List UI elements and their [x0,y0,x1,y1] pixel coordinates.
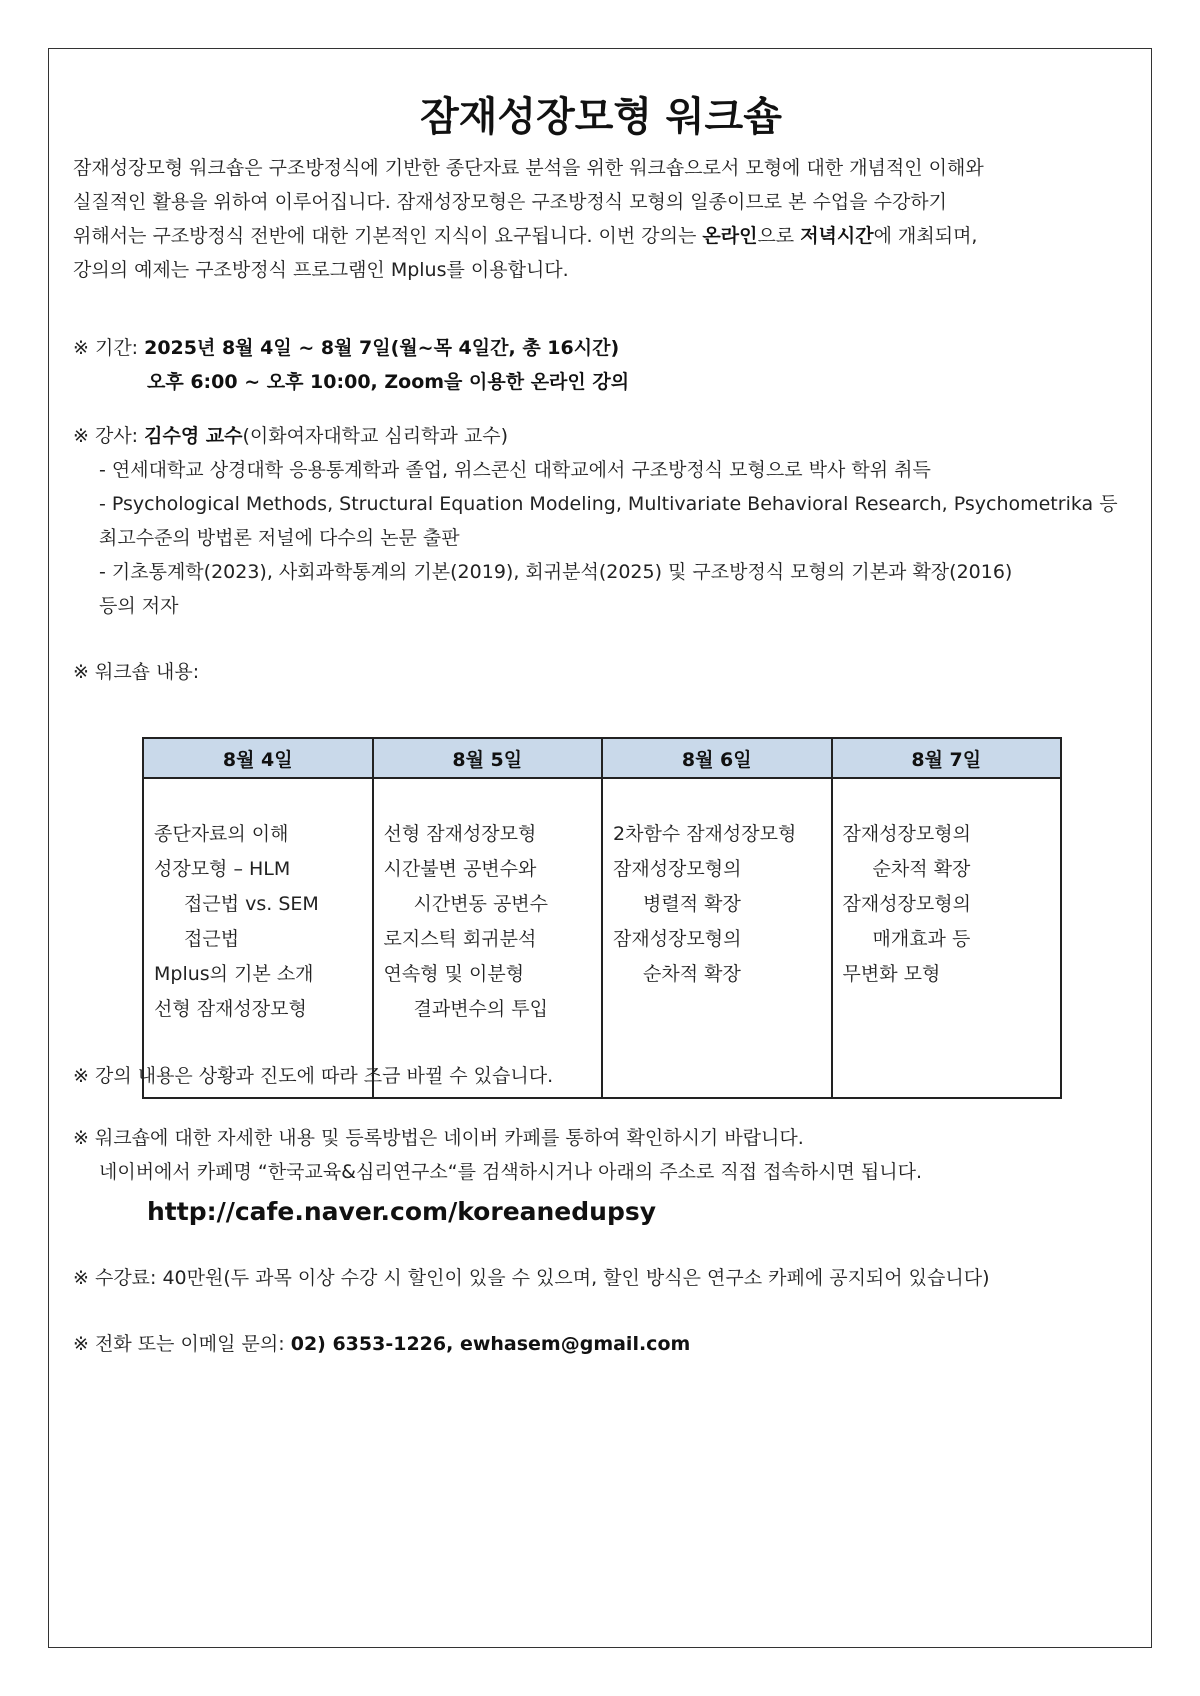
schedule-day-header: 8월 4일 [143,738,373,778]
schedule-topic: 시간불변 공변수와 [383,858,537,880]
instructor-name: 김수영 교수 [144,425,243,447]
schedule-topic: 매개효과 등 [872,928,971,950]
instructor-detail: - 기초통계학(2023), 사회과학통계의 기본(2019), 회귀분석(2025) 및 구조방정식 모형의 기본과 확장(2016) [99,561,1013,583]
schedule-topic: 순차적 확장 [643,963,741,985]
schedule-topic: 잠재성장모형의 [842,823,971,845]
period-label: ※ 기간: [73,337,145,359]
registration-line: 네이버에서 카페명 “한국교육&심리연구소“를 검색하시거나 아래의 주소로 직접 접속하시면 됩니다. [99,1161,923,1183]
fee-text: ※ 수강료: 40만원(두 과목 이상 수강 시 할인이 있을 수 있으며, 할인 방식은 연구소 카페에 공지되어 있습니다) [73,1267,990,1289]
schedule-topic: 성장모형 – HLM [154,858,291,880]
instructor-line [73,419,508,453]
intro-line: 위해서는 구조방정식 전반에 대한 기본적인 지식이 요구됩니다. 이번 강의는 온라인으로 저녁시간에 개최되며, [73,225,978,247]
instructor-detail: 등의 저자 [99,595,179,617]
schedule-topic: 2차함수 잠재성장모형 [613,823,797,845]
instructor-details [99,453,1118,623]
period-dates: 2025년 8월 4일 ~ 8월 7일(월~목 4일간, 총 16시간) [144,337,620,359]
instructor-detail: - Psychological Methods, Structural Equation Modeling, Multivariate Behavioral Research, Psychometrika 등 [99,493,1118,515]
schedule-topic: 연속형 및 이분형 [383,963,525,985]
schedule-header-row [143,738,1061,778]
cafe-url-link[interactable]: http://cafe.naver.com/koreanedupsy [147,1197,657,1226]
online-emphasis: 온라인 [702,225,758,247]
schedule-topic: 잠재성장모형의 [613,858,742,880]
content-label: ※ 워크숍 내용: [73,661,200,683]
contact-line [73,1327,690,1361]
schedule-topic: 잠재성장모형의 [613,928,742,950]
schedule-topic: Mplus의 기본 소개 [154,963,314,985]
intro-line: 잠재성장모형 워크숍은 구조방정식에 기반한 종단자료 분석을 위한 워크숍으로서 모형에 대한 개념적인 이해와 [73,157,984,179]
schedule-day-header: 8월 5일 [373,738,603,778]
contact-info: 02) 6353-1226, ewhasem@gmail.com [290,1333,691,1355]
intro-line: 실질적인 활용을 위하여 이루어집니다. 잠재성장모형은 구조방정식 모형의 일종이므로 본 수업을 수강하기 [73,191,948,213]
schedule-topic: 순차적 확장 [872,858,971,880]
schedule-day-header: 8월 7일 [832,738,1062,778]
schedule-topic: 접근법 vs. SEM [184,893,319,915]
schedule-topic: 시간변동 공변수 [413,893,549,915]
schedule-topic: 로지스틱 회귀분석 [383,928,537,950]
schedule-topic: 무변화 모형 [842,963,941,985]
schedule-table [142,737,1062,1099]
schedule-topic: 병렬적 확장 [643,893,741,915]
schedule-day-cell [602,778,832,1098]
registration-line: ※ 워크숍에 대한 자세한 내용 및 등록방법은 네이버 카페를 통하여 확인하시기 바랍니다. [73,1127,804,1149]
intro-line: 강의의 예제는 구조방정식 프로그램인 Mplus를 이용합니다. [73,259,569,281]
schedule-content-row [143,778,1061,1098]
evening-emphasis: 저녁시간 [800,225,874,247]
period-time: 오후 6:00 ~ 오후 10:00, Zoom을 이용한 온라인 강의 [147,371,630,393]
schedule-topic: 선형 잠재성장모형 [383,823,537,845]
schedule-day-cell [373,778,603,1098]
instructor-affiliation: (이화여자대학교 심리학과 교수) [242,425,509,447]
notice-text: ※ 강의 내용은 상황과 진도에 따라 조금 바뀔 수 있습니다. [73,1065,554,1087]
instructor-detail: 최고수준의 방법론 저널에 다수의 논문 출판 [99,527,460,549]
period-line [73,331,619,365]
page-title: 잠재성장모형 워크숍 [420,94,782,140]
schedule-topic: 잠재성장모형의 [842,893,971,915]
schedule-day-cell [143,778,373,1098]
schedule-topic: 선형 잠재성장모형 [154,998,307,1020]
schedule-topic: 종단자료의 이해 [154,823,289,845]
contact-label: ※ 전화 또는 이메일 문의: [73,1333,291,1355]
instructor-label: ※ 강사: [73,425,145,447]
schedule-topic: 결과변수의 투입 [413,998,549,1020]
schedule-topic: 접근법 [184,928,240,950]
schedule-day-header: 8월 6일 [602,738,832,778]
schedule-day-cell [832,778,1062,1098]
page-frame [48,48,1152,1648]
intro-paragraph [73,151,984,287]
instructor-detail: - 연세대학교 상경대학 응용통계학과 졸업, 위스콘신 대학교에서 구조방정식 모형으로 박사 학위 취득 [99,459,931,481]
